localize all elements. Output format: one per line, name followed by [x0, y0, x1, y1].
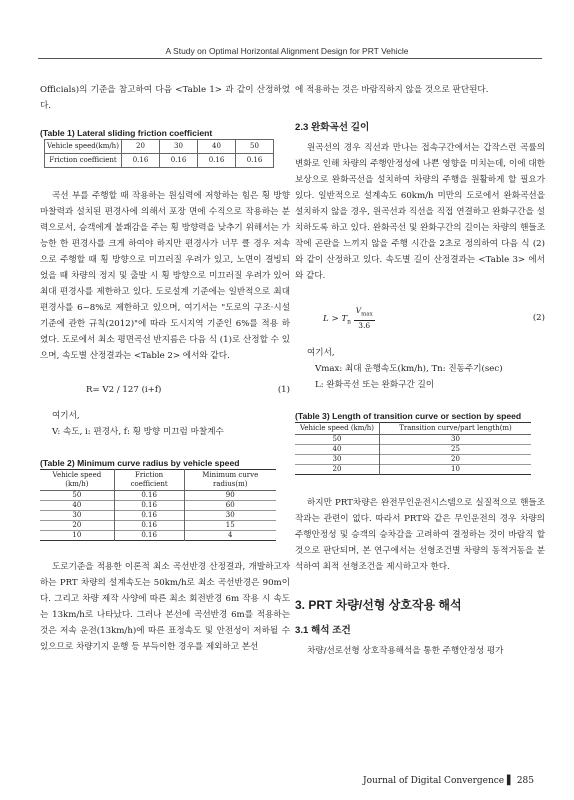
continued-paragraph: 에 적용하는 것은 바람직하지 않을 것으로 판단된다.: [295, 85, 489, 95]
where-label: 여기서,: [52, 411, 80, 421]
table-cell: 0.16: [114, 491, 184, 501]
equation-2-vsub: max: [361, 311, 373, 318]
table-cell: 50: [40, 491, 114, 501]
table-cell: Friction coefficient: [45, 154, 122, 168]
page-footer: [363, 776, 534, 786]
table-header: Vehicle speed (km/h): [295, 422, 380, 434]
table-cell: 0.16: [114, 531, 184, 541]
table-header: Friction coefficient: [114, 470, 184, 491]
where-detail: V: 속도, i: 편경사, f: 횡 방향 미끄럼 마찰계수: [52, 427, 224, 437]
table-cell: 90: [184, 491, 276, 501]
table-cell: 40: [40, 501, 114, 511]
equation-2-fraction: [354, 306, 375, 331]
table-cell: 0.16: [236, 154, 274, 168]
section-3-heading: 3. PRT 차량/선형 상호작용 해석: [295, 597, 462, 612]
table-cell: 60: [184, 501, 276, 511]
table-cell: 0.16: [114, 501, 184, 511]
table-cell: 25: [380, 444, 532, 454]
table3-caption: (Table 3) Length of transition curve or section by speed: [295, 410, 522, 421]
left-column: [40, 82, 290, 655]
table-row: [295, 454, 531, 464]
table-cell: 20: [295, 464, 380, 474]
conclusion-paragraph: 하지만 PRT차량은 완전무인운전시스템으로 실질적으로 핸들조작과는 관련이 없다. 따라서 PRT와 같은 무인운전의 경우 차량의 주행안정성 및 승객의 승차감을 고려하여 결정하는 것이 바람직 할 것으로 판단되며, 본 연구에서는 선형조건별 차량의 동적거동을 분석하여 최적 선형조건을 제시하고자 한다.: [295, 497, 545, 572]
table-cell: 20: [380, 454, 532, 464]
table-header: Vehicle speed (km/h): [40, 470, 114, 491]
where2-v: Vmax: 최대 운행속도(km/h), Tn: 진동주기(sec): [315, 363, 503, 374]
footer-separator: ▌: [507, 776, 514, 786]
table-cell: 30: [160, 140, 198, 154]
table3: [295, 422, 531, 475]
table-cell: 40: [198, 140, 236, 154]
table-cell: 10: [380, 464, 532, 474]
equation-2-sub: n: [347, 318, 351, 326]
table-header: Transition curve/part length(m): [380, 422, 532, 434]
table-header-row: [40, 470, 276, 491]
table-row: [295, 444, 531, 454]
running-title: A Study on Optimal Horizontal Alignment Design for PRT Vehicle: [165, 46, 409, 56]
table-cell: 20: [40, 521, 114, 531]
table-cell: 40: [295, 444, 380, 454]
prt-paragraph: 도로기준을 적용한 이론적 최소 곡선반경 산정결과, 개발하고자 하는 PRT 차량의 설계속도는 50km/h로 최소 곡선반경은 90m이다. 그리고 차량 제작 사양에 따른 최소 회전반경 6m 작용 시 속도는 13km/h로 나타났다. 그러나 본선에 곡선반경 6m를 적용하는 것은 저속 운전(13km/h)에 따른 표정속도 및 안전성이 저하될 수 있으므로 차량기지 운행 등 부득이한 경우를 제외하고 본선: [40, 562, 290, 652]
equation-2-number: (2): [532, 313, 545, 324]
table-row: [40, 511, 276, 521]
equation-2-denominator: 3.6: [358, 320, 371, 330]
table-row: [40, 521, 276, 531]
table-row: [40, 531, 276, 541]
where2-label: 여기서,: [307, 347, 335, 358]
section-3-1-heading: 3.1 해석 조건: [295, 624, 351, 636]
table-cell: 0.16: [114, 511, 184, 521]
table-row: [45, 154, 274, 168]
equation-1: [40, 382, 290, 398]
equation-1-formula: R= V2 / 127 (i+f): [86, 385, 162, 395]
table-row: [295, 464, 531, 474]
equation-2: [295, 306, 545, 331]
table-cell: 10: [40, 531, 114, 541]
table2: [40, 469, 276, 541]
header-rule: [38, 58, 542, 59]
table-cell: 30: [184, 511, 276, 521]
table-header: Minimum curve radius(m): [184, 470, 276, 491]
table-cell: 15: [184, 521, 276, 531]
journal-name: Journal of Digital Convergence: [362, 776, 505, 786]
table-cell: 0.16: [198, 154, 236, 168]
table-row: [40, 501, 276, 511]
table-cell: 50: [295, 434, 380, 444]
page-number: 285: [516, 776, 534, 786]
table-cell: Vehicle speed(km/h): [45, 140, 122, 154]
curve-paragraph: 곡선 부를 주행할 때 작용하는 원심력에 저항하는 힘은 횡 방향 마찰력과 설치된 편경사에 의해서 포장 면에 수직으로 작용하는 분력으로서, 승객에게 불쾌감을 주는 횡 방향력을 낮추기 위해서는 가능한 한 편경사를 크게 하여야 하지만 편경사가 너무 클 경우 저속으로 주행할 때 횡 방향으로 미끄러질 우려가 있고, 노면이 결빙되었을 때 차량의 정지 및 출발 시 횡 방향으로 미끄러질 우려가 있어 최대 편경사를 제한하고 있다. 도로설계 기준에는 일반적으로 최대 편경사를 6~8%로 제한하고 있으며, 여기서는 "도로의 구조·시설 기준에 관한 규칙(2012)"에 따라 도시지역 기준인 6%를 적용 하였다. 도로에서 최소 평면곡선 반지름은 다음 식 (1)로 산정할 수 있으며, 속도별 산정결과는 <Table 2> 에서와 같다.: [40, 191, 290, 361]
equation-2-formula: [323, 306, 375, 331]
right-column: [295, 82, 545, 659]
section-3-1-paragraph: 차량/선로선형 상호작용해석을 통한 주행안정성 평가: [307, 645, 504, 656]
table-cell: 50: [236, 140, 274, 154]
table-cell: 30: [380, 434, 532, 444]
table-row: [295, 434, 531, 444]
table2-caption: (Table 2) Minimum curve radius by vehicle speed: [40, 458, 240, 468]
table-cell: 30: [40, 511, 114, 521]
table-header-row: [295, 422, 531, 434]
equation-2-numerator: [354, 306, 375, 321]
table-cell: 0.16: [160, 154, 198, 168]
table-cell: 30: [295, 454, 380, 464]
table1-caption: (Table 1) Lateral sliding friction coefficient: [40, 128, 213, 138]
table-cell: 0.16: [122, 154, 160, 168]
transition-paragraph: 원곡선의 경우 직선과 만나는 접속구간에서는 갑작스런 곡률의 변화로 인해 차량의 주행안정성에 나쁜 영향을 미치는데, 이에 대한 보상으로 완화곡선을 설치하여 차량의 주행을 원활하게 할 필요가 있다. 일반적으로 설계속도 60km/h 미만의 도로에서 완화곡선을 설치하지 않을 경우, 원곡선과 직선을 직접 연결하고 완화구간을 설치하도록 하고 있다. 완화곡선 및 완화구간의 길이는 차량의 핸들조작에 곤란을 느끼지 않을 주행 시간을 2초로 정의하여 다음 식 (2)와 같이 산정하고 있다. 속도별 길이 산정결과는 <Table 3> 에서와 같다.: [295, 143, 545, 281]
equation-1-number: (1): [277, 385, 290, 395]
where2-l: L: 완화곡선 또는 완화구간 길이: [315, 379, 435, 390]
intro-paragraph: Officials)의 기준을 참고하여 다음 <Table 1> 과 같이 산정하였다.: [40, 85, 290, 111]
equation-2-lhs: L > T: [323, 313, 348, 324]
table-row: [45, 140, 274, 154]
table1: [44, 139, 274, 168]
table-cell: 20: [122, 140, 160, 154]
table-cell: 0.16: [114, 521, 184, 531]
section-2-3-heading: 2.3 완화곡선 길이: [295, 122, 370, 133]
table-row: [40, 491, 276, 501]
equation-2-v: V: [355, 306, 362, 315]
table-cell: 4: [184, 531, 276, 541]
